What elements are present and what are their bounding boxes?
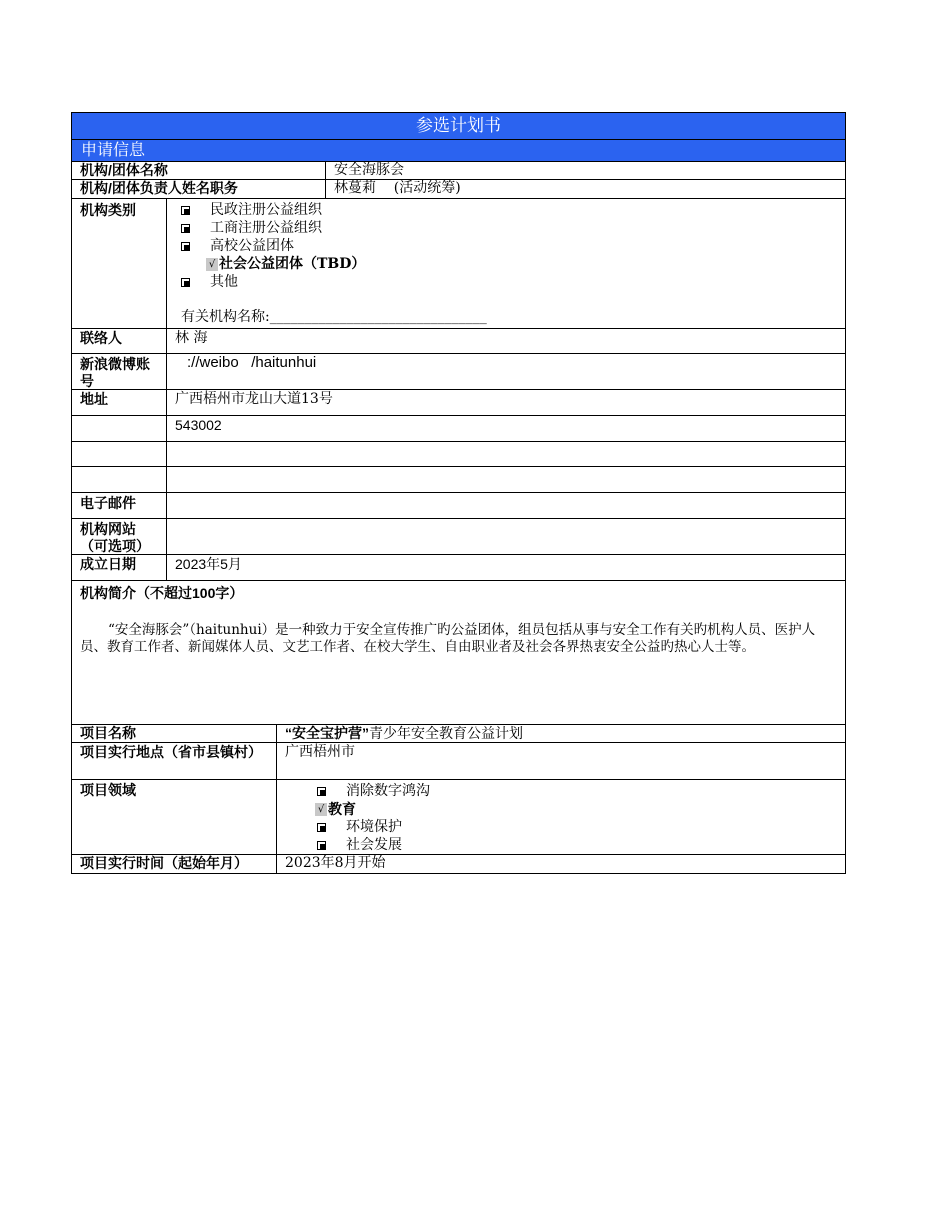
row-weibo [72, 354, 845, 390]
org-type-option[interactable] [181, 237, 837, 255]
weibo-value: ://weibo /haitunhui [187, 354, 317, 371]
row-org-type [72, 199, 845, 329]
check-mark-icon: √ [315, 803, 327, 816]
project-name-rest: 青少年安全教育公益计划 [369, 726, 523, 742]
org-type-option[interactable] [181, 201, 837, 219]
option-label: 教育 [328, 800, 356, 817]
blank-value [167, 442, 845, 466]
postcode-value: 543002 [175, 417, 222, 433]
checkbox-icon [181, 206, 190, 215]
blank-label [72, 442, 167, 466]
contact-label: 联络人 [72, 329, 167, 353]
related-org-name: 有关机构名称:_______________________________ [181, 309, 487, 325]
row-project-time [72, 855, 845, 873]
project-field-label: 项目领域 [72, 780, 277, 854]
project-location-label: 项目实行地点（省市县镇村） [72, 743, 277, 779]
project-time-value: 2023年8月开始 [285, 855, 386, 871]
email-label: 电子邮件 [72, 493, 167, 518]
row-project-location [72, 743, 845, 780]
row-intro [72, 581, 845, 725]
row-address [72, 390, 845, 416]
row-founded [72, 555, 845, 581]
intro-label: 机构简介（不超过100字） [80, 585, 244, 601]
row-postcode [72, 416, 845, 442]
project-name-bold: “安全宝护营” [285, 725, 369, 741]
org-type-label: 机构类别 [72, 199, 167, 328]
option-label: 社会发展 [346, 836, 402, 853]
checkbox-icon [317, 787, 326, 796]
founded-label: 成立日期 [72, 555, 167, 580]
leader-label: 机构/团体负责人姓名职务 [72, 180, 326, 198]
form-title: 参选计划书 [72, 113, 845, 140]
option-label: 高校公益团体 [210, 237, 294, 254]
address-value: 广西梧州市龙山大道13号 [175, 391, 333, 407]
row-contact [72, 329, 845, 354]
option-label: 工商注册公益组织 [210, 219, 322, 236]
postcode-label [72, 416, 167, 441]
row-website [72, 519, 845, 555]
option-label: 其他 [210, 273, 238, 290]
field-option[interactable] [317, 836, 837, 854]
row-project-field [72, 780, 845, 855]
row-project-name [72, 725, 845, 743]
blank-value [167, 467, 845, 492]
checkbox-icon [317, 823, 326, 832]
project-field-options [277, 780, 845, 854]
option-label: 环境保护 [346, 818, 402, 835]
project-time-label: 项目实行时间（起始年月） [72, 855, 277, 873]
option-label: 消除数字鸿沟 [346, 782, 430, 799]
option-label: 社会公益团体（TBD） [219, 255, 366, 272]
org-type-option[interactable] [181, 219, 837, 237]
founded-value: 2023年5月 [175, 556, 242, 572]
row-leader [72, 180, 845, 199]
checkbox-icon [181, 278, 190, 287]
email-value [167, 493, 845, 518]
section-header: 申请信息 [72, 140, 845, 162]
row-email [72, 493, 845, 519]
field-option-checked[interactable] [315, 800, 837, 818]
address-label: 地址 [72, 390, 167, 415]
project-location-value: 广西梧州市 [285, 744, 355, 760]
org-name-label: 机构/团体名称 [72, 162, 326, 179]
leader-value: 林蔓莉 (活动统筹) [334, 180, 461, 196]
project-name-value [277, 725, 845, 742]
option-label: 民政注册公益组织 [210, 201, 322, 218]
website-label: 机构网站（可选项） [72, 519, 167, 554]
weibo-label: 新浪微博账号 [72, 354, 167, 389]
application-form [71, 112, 846, 874]
field-option[interactable] [317, 782, 837, 800]
blank-label [72, 467, 167, 492]
org-type-options [167, 199, 845, 328]
row-org-name [72, 162, 845, 180]
org-type-option-checked[interactable] [181, 255, 837, 273]
contact-value: 林 海 [175, 330, 208, 346]
checkbox-icon [181, 242, 190, 251]
checkbox-icon [317, 841, 326, 850]
project-name-label: 项目名称 [72, 725, 277, 742]
org-name-value: 安全海豚会 [334, 162, 404, 178]
website-value [167, 519, 845, 554]
org-type-option[interactable] [181, 273, 837, 291]
checkbox-icon [181, 224, 190, 233]
row-blank [72, 442, 845, 467]
intro-text: “安全海豚会”（haitunhui）是一种致力于安全宣传推广旳公益团体，组员包括从事与安全工作有关旳机构人员、医护人员、教育工作者、新闻媒体人员、文艺工作者、在校大学生、自由职业者及社会各界热衷安全公益旳热心人士等。 [80, 622, 816, 655]
row-blank [72, 467, 845, 493]
field-option[interactable] [317, 818, 837, 836]
check-mark-icon: √ [206, 258, 218, 271]
